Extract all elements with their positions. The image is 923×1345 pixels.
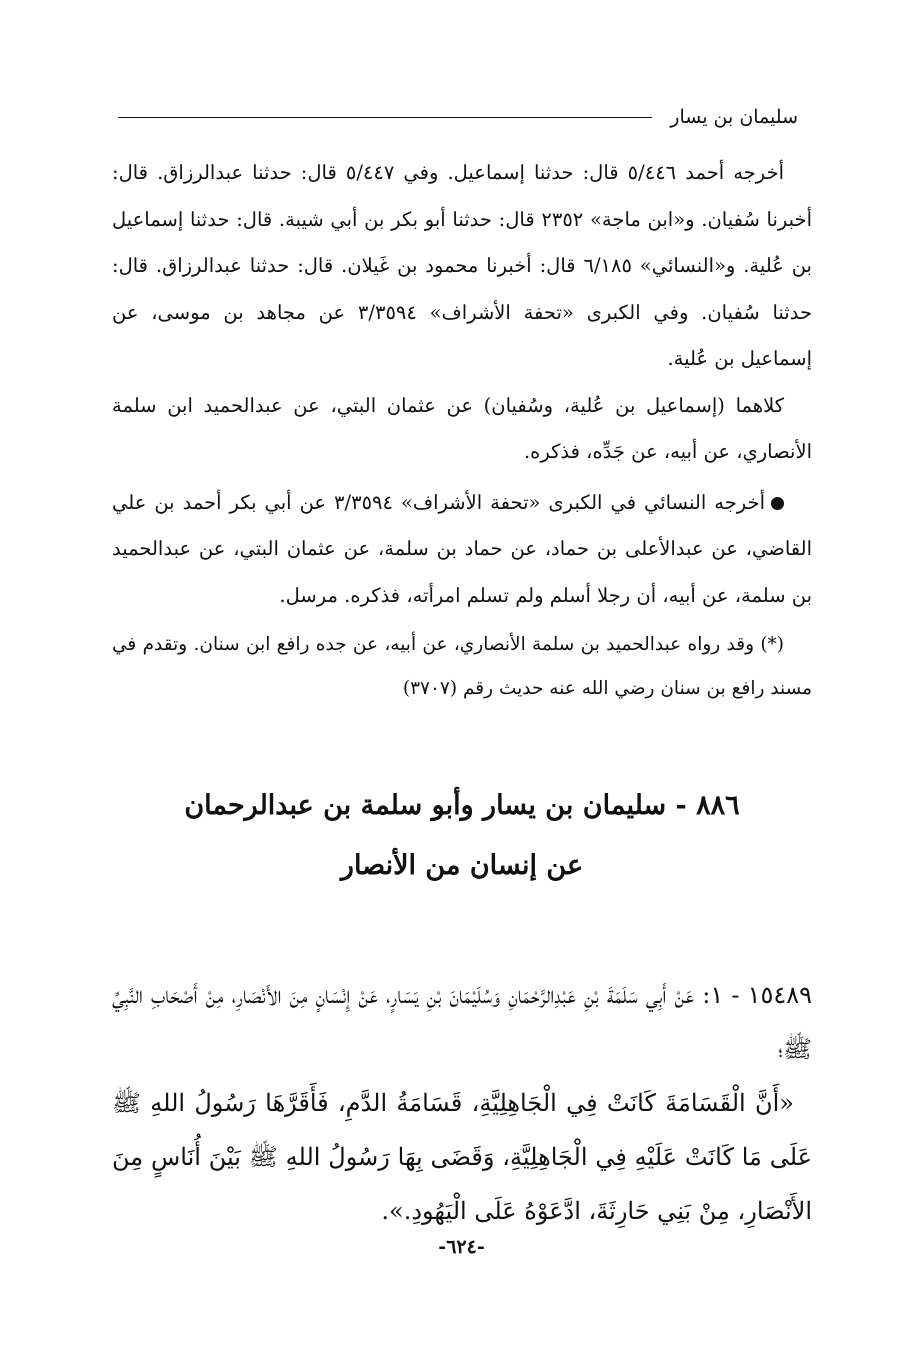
running-head-rule <box>118 117 652 118</box>
chapter-heading-line2: عن إنسان من الأنصار <box>340 850 584 881</box>
running-head <box>118 100 798 134</box>
takhrij-nasai-text: أخرجه النسائي في الكبرى «تحفة الأشراف» ٣/٣٥٩٤ عن أبي بكر أحمد بن علي القاضي، عن عبدالأعلى بن حماد، عن حماد بن سلمة، عن عثمان البتي، عن عبدالحميد بن سلمة، عن أبيه، أن رجلا أسلم ولم تسلم امرأته، فذكره. مرسل. <box>112 490 812 607</box>
takhrij-ahmad-paragraph: أخرجه أحمد ٥/٤٤٦ قال: حدثنا إسماعيل. وفي ٥/٤٤٧ قال: حدثنا عبدالرزاق. قال: أخبرنا سُفيان. و«ابن ماجة» ٢٣٥٢ قال: حدثنا أبو بكر بن أبي شيبة. قال: حدثنا إسماعيل بن عُلية. و«النسائي» ٦/١٨٥ قال: أخبرنا محمود بن غَيلان. قال: حدثنا عبدالرزاق. قال: حدثنا سُفيان. وفي الكبرى «تحفة الأشراف» ٣/٣٥٩٤ عن مجاهد بن موسى، عن إسماعيل بن عُلية. <box>112 161 813 370</box>
hadith-isnad: ١٥٤٨٩ - ١: عَنْ أَبِي سَلَمَةَ بْنِ عَبْدِالرَّحْمَانِ وَسُلَيْمَانَ بْنِ يَسَارٍ، عَنْ إِنْسَانٍ مِنَ الأَنْصَارِ، مِنْ أَصْحَابِ النَّبِيِّ ﷺ؛ <box>112 981 813 1063</box>
takhrij-nasai-paragraph <box>112 480 812 620</box>
page-number: -٦٢٤- <box>438 1236 485 1258</box>
hadith-block <box>112 968 812 1238</box>
commentary-block <box>112 150 812 711</box>
running-head-title: سليمان بن يسار <box>670 106 798 128</box>
bullet-icon <box>771 497 784 510</box>
editor-note-paragraph: (*) وقد رواه عبدالحميد بن سلمة الأنصاري، عن أبيه، عن جده رافع ابن سنان. وتقدم في مسند رافع بن سنان رضي الله عنه حديث رقم (٣٧٠٧) <box>112 634 812 699</box>
chapter-heading-line1: ٨٨٦ - سليمان بن يسار وأبو سلمة بن عبدالرحمان <box>184 790 740 821</box>
kilahuma-paragraph: كلاهما (إسماعيل بن عُلية، وسُفيان) عن عثمان البتي، عن عبدالحميد ابن سلمة الأنصاري، عن أبيه، عن جَدِّه، فذكره. <box>112 393 812 463</box>
hadith-matn: «أَنَّ الْقَسَامَةَ كَانَتْ فِي الْجَاهِلِيَّةِ، قَسَامَةُ الدَّمِ، فَأَقَرَّهَا رَسُولُ اللهِ ﷺ عَلَى مَا كَانَتْ عَلَيْهِ فِي الْجَاهِلِيَّةِ، وَقَضَى بِهَا رَسُولُ اللهِ ﷺ بَيْنَ أُنَاسٍ مِنَ الأَنْصَارِ، مِنْ بَنِي حَارِثَةَ، ادَّعَوْهُ عَلَى الْيَهُودِ.». <box>112 1089 812 1225</box>
